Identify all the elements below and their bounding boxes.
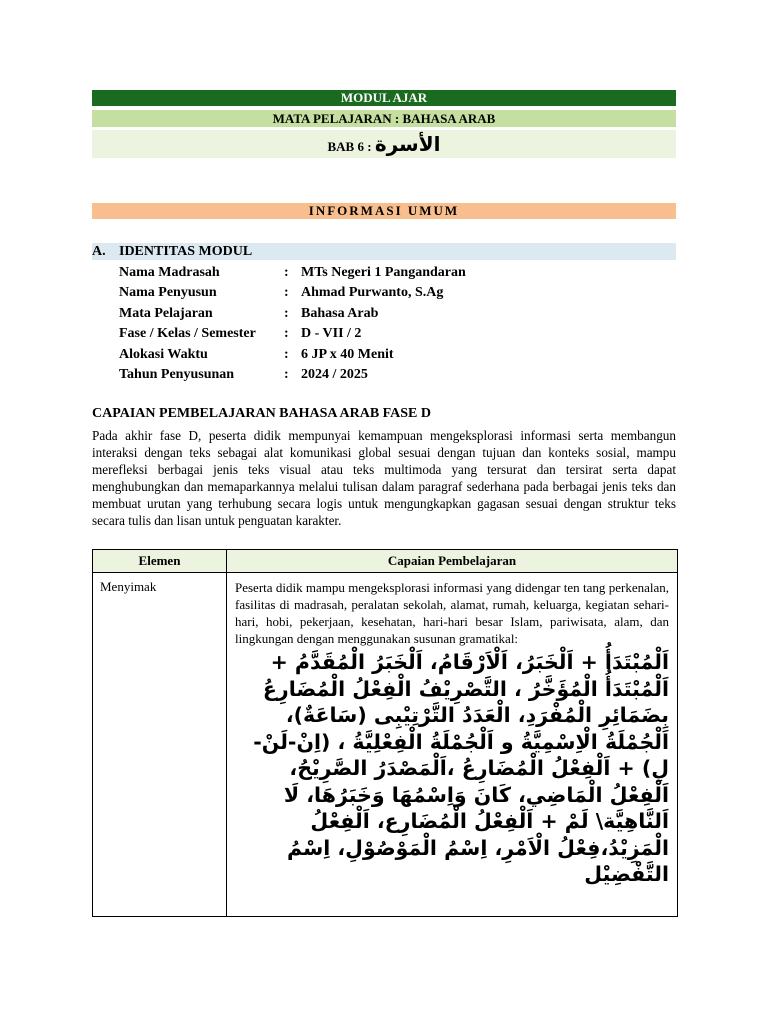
capaian-arabic: اَلْمُبْتَدَأُ + اَلْخَبَرُ، اَلْاَرْقَامُ، اَلْخَبَرُ الْمُقَدَّمُ + اَلْمُبْتَدَأُ الْمُؤَخَّرُ ، التَّصْرِيْفُ الْفِعْلُ الْمُضَارِعُ بِضَمَائِرِ الْمُفْرَدِ، الْعَدَدُ التَّرْتِيْبِى (سَاعَةٌ)، اَلْجُمْلَةُ الْاِسْمِيَّةُ و اَلْجُمْلَةُ الْفِعْلِيَّةُ ، (اِنْ-لَنْ-لِ) + اَلْفِعْلُ الْمُضَارِعُ ،اَلْمَصْدَرُ الصَّرِيْحُ، اَلْفِعْلُ الْمَاضِي، كَانَ وَاِسْمُهَا وَخَبَرُهَا، لَا اَلنَّاهِيَّة\ لَمْ + اَلْفِعْلُ الْمُضَارِع، اَلْفِعْلُ الْمَزِيْدُ،فِعْلُ الْاَمْرِ، اِسْمُ الْمَوْصُوْلِ، اِسْمُ التَّفْضِيْل [253,650,669,886]
header-capaian: Capaian Pembelajaran [227,550,678,573]
table-row [93,573,678,917]
module-title-bar [92,90,676,106]
identitas-colon: : [284,285,289,300]
subject-bar [92,110,676,127]
identitas-colon: : [284,326,289,341]
section-title-bar [92,203,676,219]
chapter-prefix: BAB 6 : [327,139,375,154]
identitas-colon: : [284,367,289,382]
section-title: INFORMASI UMUM [308,203,460,218]
chapter-arabic-title: الأسرة [374,132,441,156]
identitas-value: Bahasa Arab [301,306,379,321]
capaian-table [92,549,678,917]
identitas-value: D - VII / 2 [301,326,362,341]
elemen-cell: Menyimak [93,573,227,917]
identitas-letter: A. [92,244,106,259]
identitas-colon: : [284,306,289,321]
capaian-paragraph: Pada akhir fase D, peserta didik mempunyai kemampuan mengeksplorasi informasi serta membangun interaksi dengan teks sebagai alat komunikasi global sesuai dengan tujuan dan konteks sosial, mampu merefleksi berbagai jenis teks visual atau teks multimoda yang tersurat dan tersirat serta dapat menghubungkan dan memaparkannya melalui tulisan dalam paragraf sederhana pada berbagai jenis teks dan membuat urutan yang terhubung secara logis untuk mengungkapkan gagasan sesuai dengan struktur teks secara tulis dan lisan untuk penguatan karakter. [92,428,676,528]
capaian-cell [227,573,678,917]
identitas-key: Mata Pelajaran [119,306,213,321]
identitas-key: Nama Madrasah [119,265,220,280]
identitas-key: Alokasi Waktu [119,347,208,362]
table-header-row [93,550,678,573]
identitas-key: Nama Penyusun [119,285,217,300]
capaian-text: Peserta didik mampu mengeksplorasi informasi yang didengar ten tang perkenalan, fasilitas di madrasah, peralatan sekolah, alamat, rumah, keluarga, kegiatan sehari-hari, hobi, pekerjaan, kesehatan, hari-hari besar Islam, pariwisata, alam, dan lingkungan dengan menggunakan susunan gramatikal: [235,580,669,646]
subject-title: MATA PELAJARAN : BAHASA ARAB [272,111,496,126]
header-elemen: Elemen [93,550,227,573]
identitas-colon: : [284,347,289,362]
identitas-key: Tahun Penyusunan [119,367,235,382]
identitas-heading [92,243,676,260]
identitas-colon: : [284,265,289,280]
identitas-value: MTs Negeri 1 Pangandaran [301,265,466,280]
chapter-bar [92,130,676,158]
identitas-title: IDENTITAS MODUL [119,244,253,259]
identitas-value: 2024 / 2025 [301,367,368,382]
capaian-title: CAPAIAN PEMBELAJARAN BAHASA ARAB FASE D [92,406,432,421]
module-title: MODUL AJAR [340,90,428,105]
identitas-value: Ahmad Purwanto, S.Ag [301,285,444,300]
identitas-key: Fase / Kelas / Semester [119,326,256,341]
identitas-value: 6 JP x 40 Menit [301,347,394,362]
